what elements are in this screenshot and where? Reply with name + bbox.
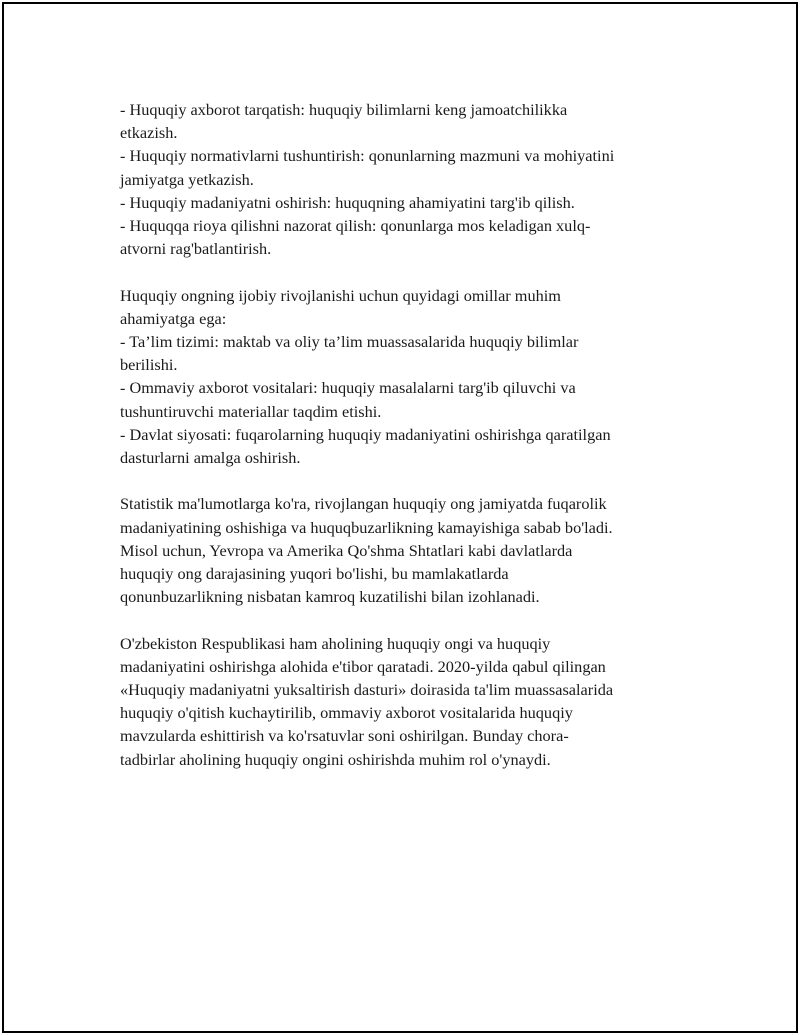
text-line: - Huquqiy axborot tarqatish: huquqiy bilimlarni keng jamoatchilikka (120, 100, 568, 119)
document-body (120, 98, 700, 794)
text-line: - Huquqiy normativlarni tushuntirish: qonunlarning mazmuni va mohiyatini (120, 146, 615, 166)
paragraph-development-factors (120, 284, 700, 470)
page-frame (2, 2, 798, 1033)
text-line: etkazish. (120, 123, 178, 143)
text-line: huquqiy o'qitish kuchaytirilib, ommaviy axborot vositalarida huquqiy (120, 703, 573, 723)
text-line: jamiyatga yetkazish. (120, 169, 254, 189)
paragraph-uzbekistan-program (120, 632, 700, 771)
text-line: - Ommaviy axborot vositalari: huquqiy masalalarni targ'ib qiluvchi va (120, 378, 576, 398)
text-line: - Ta’lim tizimi: maktab va oliy ta’lim muassasalarida huquqiy bilimlar (120, 332, 579, 352)
text-line: ahamiyatga ega: (120, 308, 227, 328)
text-line: atvorni rag'batlantirish. (120, 239, 272, 259)
text-line: Misol uchun, Yevropa va Amerika Qo'shma Shtatlari kabi davlatlarda (120, 540, 573, 560)
text-line: - Davlat siyosati: fuqarolarning huquqiy madaniyatini oshirishga qaratilgan (120, 424, 611, 444)
text-line: - Huquqqa rioya qilishni nazorat qilish: qonunlarga mos keladigan xulq- (120, 216, 591, 236)
text-line: dasturlarni amalga oshirish. (120, 448, 301, 468)
text-line: qonunbuzarlikning nisbatan kamroq kuzatilishi bilan izohlanadi. (120, 587, 540, 607)
text-line: mavzularda eshittirish va ko'rsatuvlar soni oshirilgan. Bunday chora- (120, 726, 569, 746)
text-line: madaniyatining oshishiga va huquqbuzarlikning kamayishiga sabab bo'ladi. (120, 517, 613, 537)
text-line: - Huquqiy madaniyatni oshirish: huquqning ahamiyatini targ'ib qilish. (120, 192, 575, 212)
text-line: Statistik ma'lumotlarga ko'ra, rivojlangan huquqiy ong jamiyatda fuqarolik (120, 494, 607, 514)
text-line: Huquqiy ongning ijobiy rivojlanishi uchun quyidagi omillar muhim (120, 285, 561, 305)
text-line: O'zbekiston Respublikasi ham aholining huquqiy ongi va huquqiy (120, 633, 551, 653)
text-line: huquqiy ong darajasining yuqori bo'lishi, bu mamlakatlarda (120, 564, 509, 584)
text-line: tadbirlar aholining huquqiy ongini oshirishda muhim rol o'ynaydi. (120, 749, 551, 769)
paragraph-legal-propaganda-functions (120, 98, 700, 260)
text-line: madaniyatini oshirishga alohida e'tibor qaratadi. 2020-yilda qabul qilingan (120, 656, 606, 676)
paragraph-statistics (120, 492, 700, 608)
text-line: tushuntiruvchi materiallar taqdim etishi. (120, 401, 382, 421)
text-line: «Huquqiy madaniyatni yuksaltirish dasturi» doirasida ta'lim muassasalarida (120, 680, 614, 700)
text-line: berilishi. (120, 355, 178, 375)
